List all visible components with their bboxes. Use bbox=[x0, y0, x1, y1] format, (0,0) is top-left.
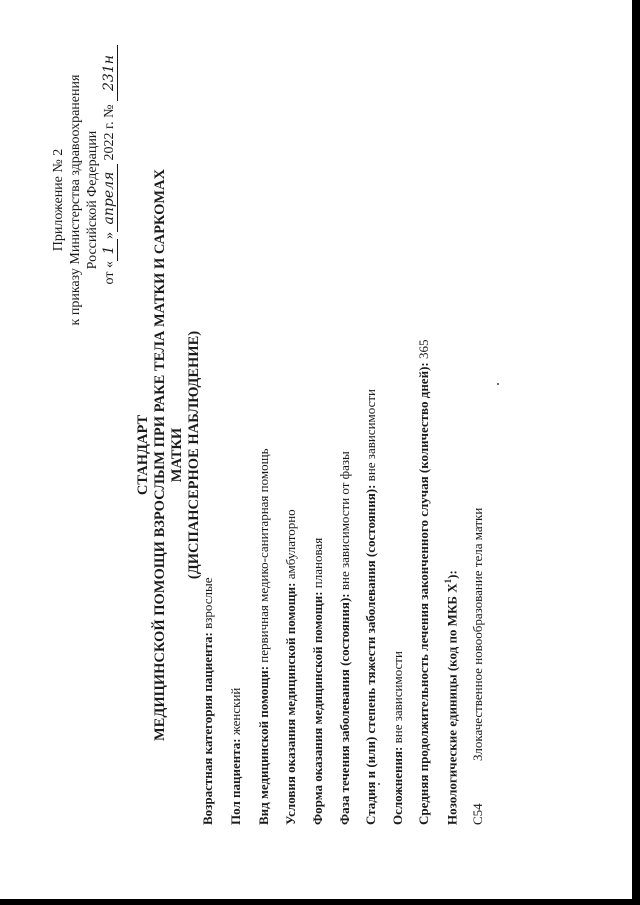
nosology-label: Нозологические единицы (код по МКБ X bbox=[444, 583, 460, 825]
field-value: женский bbox=[228, 687, 243, 739]
field-care-type bbox=[256, 448, 272, 825]
field-care-conditions bbox=[283, 509, 299, 825]
handwritten-order-number: 231н bbox=[102, 45, 118, 101]
scan-speck bbox=[497, 383, 499, 385]
field-label: Осложнения: bbox=[390, 746, 405, 825]
title-main: МЕДИЦИНСКОЙ ПОМОЩИ ВЗРОСЛЫМ ПРИ РАКЕ ТЕЛА МАТКИ И САРКОМАХ МАТКИ bbox=[152, 169, 185, 742]
field-label: Вид медицинской помощи: bbox=[256, 665, 271, 825]
field-value: 365 bbox=[416, 339, 431, 363]
field-value: плановая bbox=[310, 537, 325, 592]
date-year: 2022 г. № bbox=[102, 104, 117, 161]
order-date-line bbox=[101, 5, 118, 395]
field-care-form bbox=[310, 538, 326, 825]
field-value: вне зависимости от фазы bbox=[337, 451, 352, 594]
icd-description: Злокачественное новообразование тела матки bbox=[470, 507, 485, 761]
handwritten-month: апреля bbox=[102, 164, 118, 232]
field-value: первичная медико-санитарная помощь bbox=[256, 448, 271, 666]
handwritten-day: 1 bbox=[102, 239, 118, 261]
order-issuer-country: Российской Федерации bbox=[85, 130, 100, 270]
field-value: вне зависимости bbox=[363, 389, 378, 485]
field-label: Стадия и (или) степень тяжести заболевания (состояния): bbox=[363, 484, 378, 825]
field-label: Средняя продолжительность лечения законченного случая (количество дней): bbox=[416, 362, 431, 825]
document-title bbox=[135, 145, 203, 765]
field-label: Условия оказания медицинской помощи: bbox=[283, 582, 298, 825]
field-label: Пол пациента: bbox=[228, 738, 243, 825]
date-mid: » bbox=[102, 232, 117, 240]
field-disease-stage bbox=[363, 389, 379, 825]
scan-speck bbox=[378, 783, 380, 785]
icd-code: C54 bbox=[470, 803, 485, 825]
field-disease-phase bbox=[337, 451, 353, 825]
nosology-label-end: ): bbox=[444, 570, 460, 579]
field-age-category bbox=[200, 578, 216, 825]
field-value: вне зависимости bbox=[390, 651, 405, 747]
field-nosology-heading bbox=[443, 570, 460, 825]
field-label: Возрастная категория пациента: bbox=[200, 632, 215, 825]
date-prefix: от « bbox=[102, 261, 117, 285]
title-standard: СТАНДАРТ bbox=[135, 414, 151, 496]
approval-block bbox=[50, 5, 118, 395]
field-complications bbox=[390, 651, 406, 825]
appendix-number: Приложение № 2 bbox=[51, 148, 66, 252]
order-issuer: к приказу Министерства здравоохранения bbox=[68, 74, 83, 326]
field-label: Фаза течения заболевания (состояния): bbox=[337, 593, 352, 825]
title-subtitle: (ДИСПАНСЕРНОЕ НАБЛЮДЕНИЕ) bbox=[186, 330, 202, 580]
field-value: взрослые bbox=[200, 577, 215, 633]
field-label: Форма оказания медицинской помощи: bbox=[310, 591, 325, 825]
nosology-superscript: 1 bbox=[443, 578, 453, 584]
field-value: амбулаторно bbox=[283, 509, 298, 583]
field-sex bbox=[228, 688, 244, 825]
field-treatment-duration bbox=[416, 340, 432, 825]
